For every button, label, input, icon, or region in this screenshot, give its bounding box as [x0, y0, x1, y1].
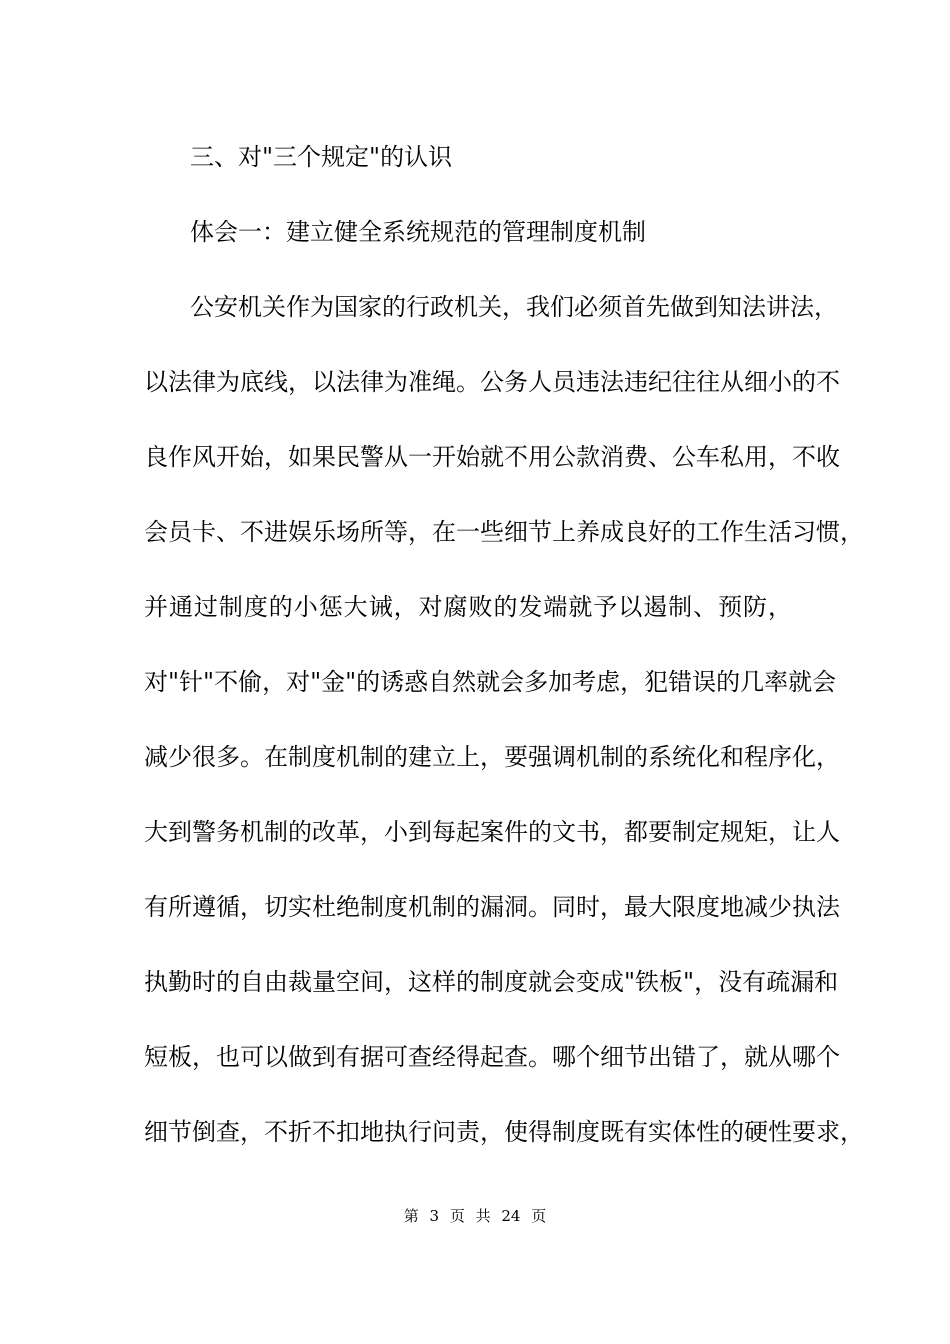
- subheading: 体会一：建立健全系统规范的管理制度机制: [190, 218, 646, 246]
- paragraph-line: 细节倒查，不折不扣地执行问责，使得制度既有实体性的硬性要求，: [144, 1118, 864, 1146]
- paragraph-line: 以法律为底线，以法律为准绳。公务人员违法违纪往往从细小的不: [144, 368, 840, 396]
- paragraph-line: 对"针"不偷，对"金"的诱惑自然就会多加考虑，犯错误的几率就会: [144, 668, 837, 696]
- paragraph-line: 有所遵循，切实杜绝制度机制的漏洞。同时，最大限度地减少执法: [144, 893, 840, 921]
- paragraph-line: 执勤时的自由裁量空间，这样的制度就会变成"铁板"，没有疏漏和: [144, 968, 839, 996]
- paragraph-line: 会员卡、不进娱乐场所等，在一些细节上养成良好的工作生活习惯，: [144, 518, 864, 546]
- paragraph-line: 公安机关作为国家的行政机关，我们必须首先做到知法讲法，: [190, 293, 838, 321]
- section-heading: 三、对"三个规定"的认识: [190, 143, 453, 171]
- paragraph-line: 大到警务机制的改革，小到每起案件的文书，都要制定规矩，让人: [144, 818, 840, 846]
- page-number-footer: 第 3 页 共 24 页: [403, 1207, 547, 1225]
- paragraph-line: 良作风开始，如果民警从一开始就不用公款消费、公车私用，不收: [144, 443, 840, 471]
- paragraph-line: 短板，也可以做到有据可查经得起查。哪个细节出错了，就从哪个: [144, 1043, 840, 1071]
- paragraph-line: 并通过制度的小惩大诫，对腐败的发端就予以遏制、预防，: [144, 593, 792, 621]
- paragraph-line: 减少很多。在制度机制的建立上，要强调机制的系统化和程序化，: [144, 743, 840, 771]
